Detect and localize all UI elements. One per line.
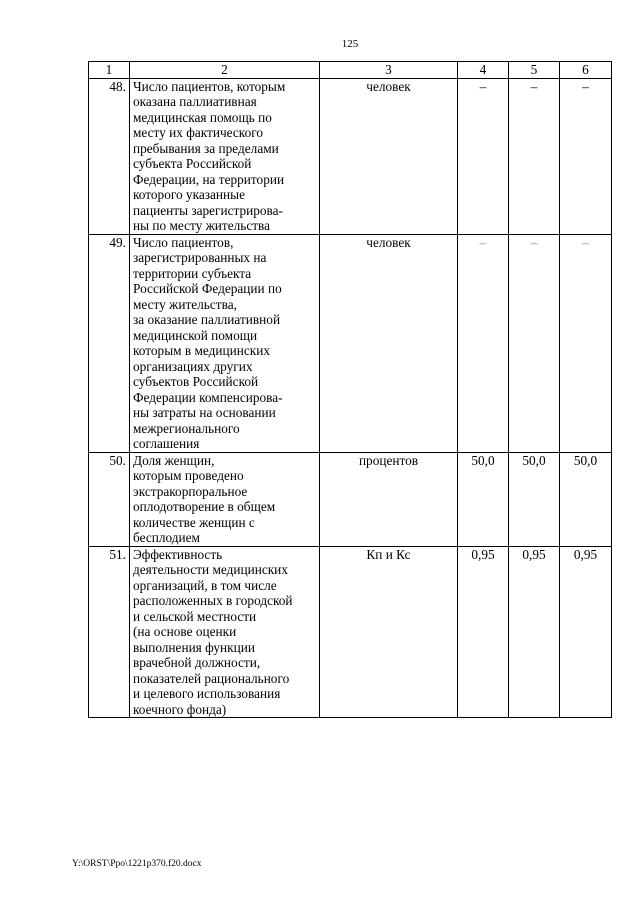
description-line: бесплодием [133, 530, 200, 545]
row-number: 49. [89, 234, 130, 452]
row-unit: человек [320, 234, 458, 452]
description-line: количестве женщин с [133, 514, 255, 530]
description-line: месту их фактического [133, 125, 264, 140]
row-number: 51. [89, 546, 130, 718]
description-line: врачебной должности, [133, 655, 261, 670]
row-number: 48. [89, 78, 130, 234]
row-description [130, 546, 320, 718]
row-description [130, 452, 320, 546]
row-description [130, 234, 320, 452]
description-line: (на основе оценки [133, 624, 237, 639]
description-line: организациях других [133, 358, 253, 374]
description-line: Российской Федерации по [133, 281, 282, 296]
description-line: пребывания за пределами [133, 140, 279, 156]
description-line: выполнения функции [133, 639, 255, 655]
description-line: Федерации, на территории [133, 171, 285, 187]
row-value-col4: – [458, 78, 509, 234]
row-value-col5: 50,0 [509, 452, 560, 546]
description-line: месту жительства, [133, 296, 237, 312]
column-header: 4 [458, 62, 509, 79]
row-unit: человек [320, 78, 458, 234]
column-header: 3 [320, 62, 458, 79]
row-value-col4: 0,95 [458, 546, 509, 718]
table-row [89, 234, 612, 452]
description-line: Число пациентов, которым [133, 78, 286, 94]
column-header: 2 [130, 62, 320, 79]
description-line: которым проведено [133, 468, 244, 483]
description-line: пациенты зарегистрирова- [133, 202, 283, 218]
description-line: субъектов Российской [133, 374, 259, 389]
description-line: показателей рационального [133, 670, 290, 686]
row-number: 50. [89, 452, 130, 546]
row-value-col6: 0,95 [560, 546, 612, 718]
description-line: деятельности медицинских [133, 562, 288, 577]
row-value-col5: – [509, 78, 560, 234]
page-number: 125 [341, 38, 359, 50]
description-line: которого указанные [133, 187, 245, 202]
row-value-col5: 0,95 [509, 546, 560, 718]
description-line: экстракорпоральное [133, 483, 248, 499]
description-line: Доля женщин, [133, 452, 215, 468]
description-line: Эффективность [133, 546, 223, 562]
description-line: зарегистрированных на [133, 250, 267, 265]
description-line: межрегионального [133, 420, 240, 436]
column-header: 1 [89, 62, 130, 79]
description-line: ны затраты на основании [133, 405, 276, 420]
row-value-col6: – [560, 78, 612, 234]
row-unit: процентов [320, 452, 458, 546]
description-line: и целевого использования [133, 686, 281, 701]
column-header: 6 [560, 62, 612, 79]
description-line: соглашения [133, 436, 200, 451]
table-row [89, 78, 612, 234]
description-line: Число пациентов, [133, 234, 234, 250]
row-value-col6: 50,0 [560, 452, 612, 546]
description-line: субъекта Российской [133, 156, 252, 171]
row-value-col4: 50,0 [458, 452, 509, 546]
row-description [130, 78, 320, 234]
description-line: и сельской местности [133, 608, 257, 624]
description-line: Федерации компенсирова- [133, 389, 283, 405]
description-line: ны по месту жительства [133, 218, 271, 233]
description-line: расположенных в городской [133, 593, 293, 608]
description-line: организаций, в том числе [133, 577, 277, 593]
row-value-col5: – [509, 234, 560, 452]
table-header-row [89, 62, 612, 79]
description-line: оплодотворение в общем [133, 499, 276, 514]
table-row [89, 546, 612, 718]
column-header: 5 [509, 62, 560, 79]
footer-file-path: Y:\ORST\Ppo\1221p370.f20.docx [72, 859, 202, 869]
description-line: медицинская помощь по [133, 109, 272, 125]
description-line: территории субъекта [133, 265, 252, 281]
row-value-col6: – [560, 234, 612, 452]
row-unit: Кп и Кс [320, 546, 458, 718]
description-line: которым в медицинских [133, 343, 270, 358]
description-line: коечного фонда) [133, 701, 227, 717]
table-row [89, 452, 612, 546]
description-line: медицинской помощи [133, 327, 258, 343]
indicator-table [88, 61, 612, 718]
description-line: оказана паллиативная [133, 94, 257, 109]
description-line: за оказание паллиативной [133, 312, 281, 327]
row-value-col4: – [458, 234, 509, 452]
